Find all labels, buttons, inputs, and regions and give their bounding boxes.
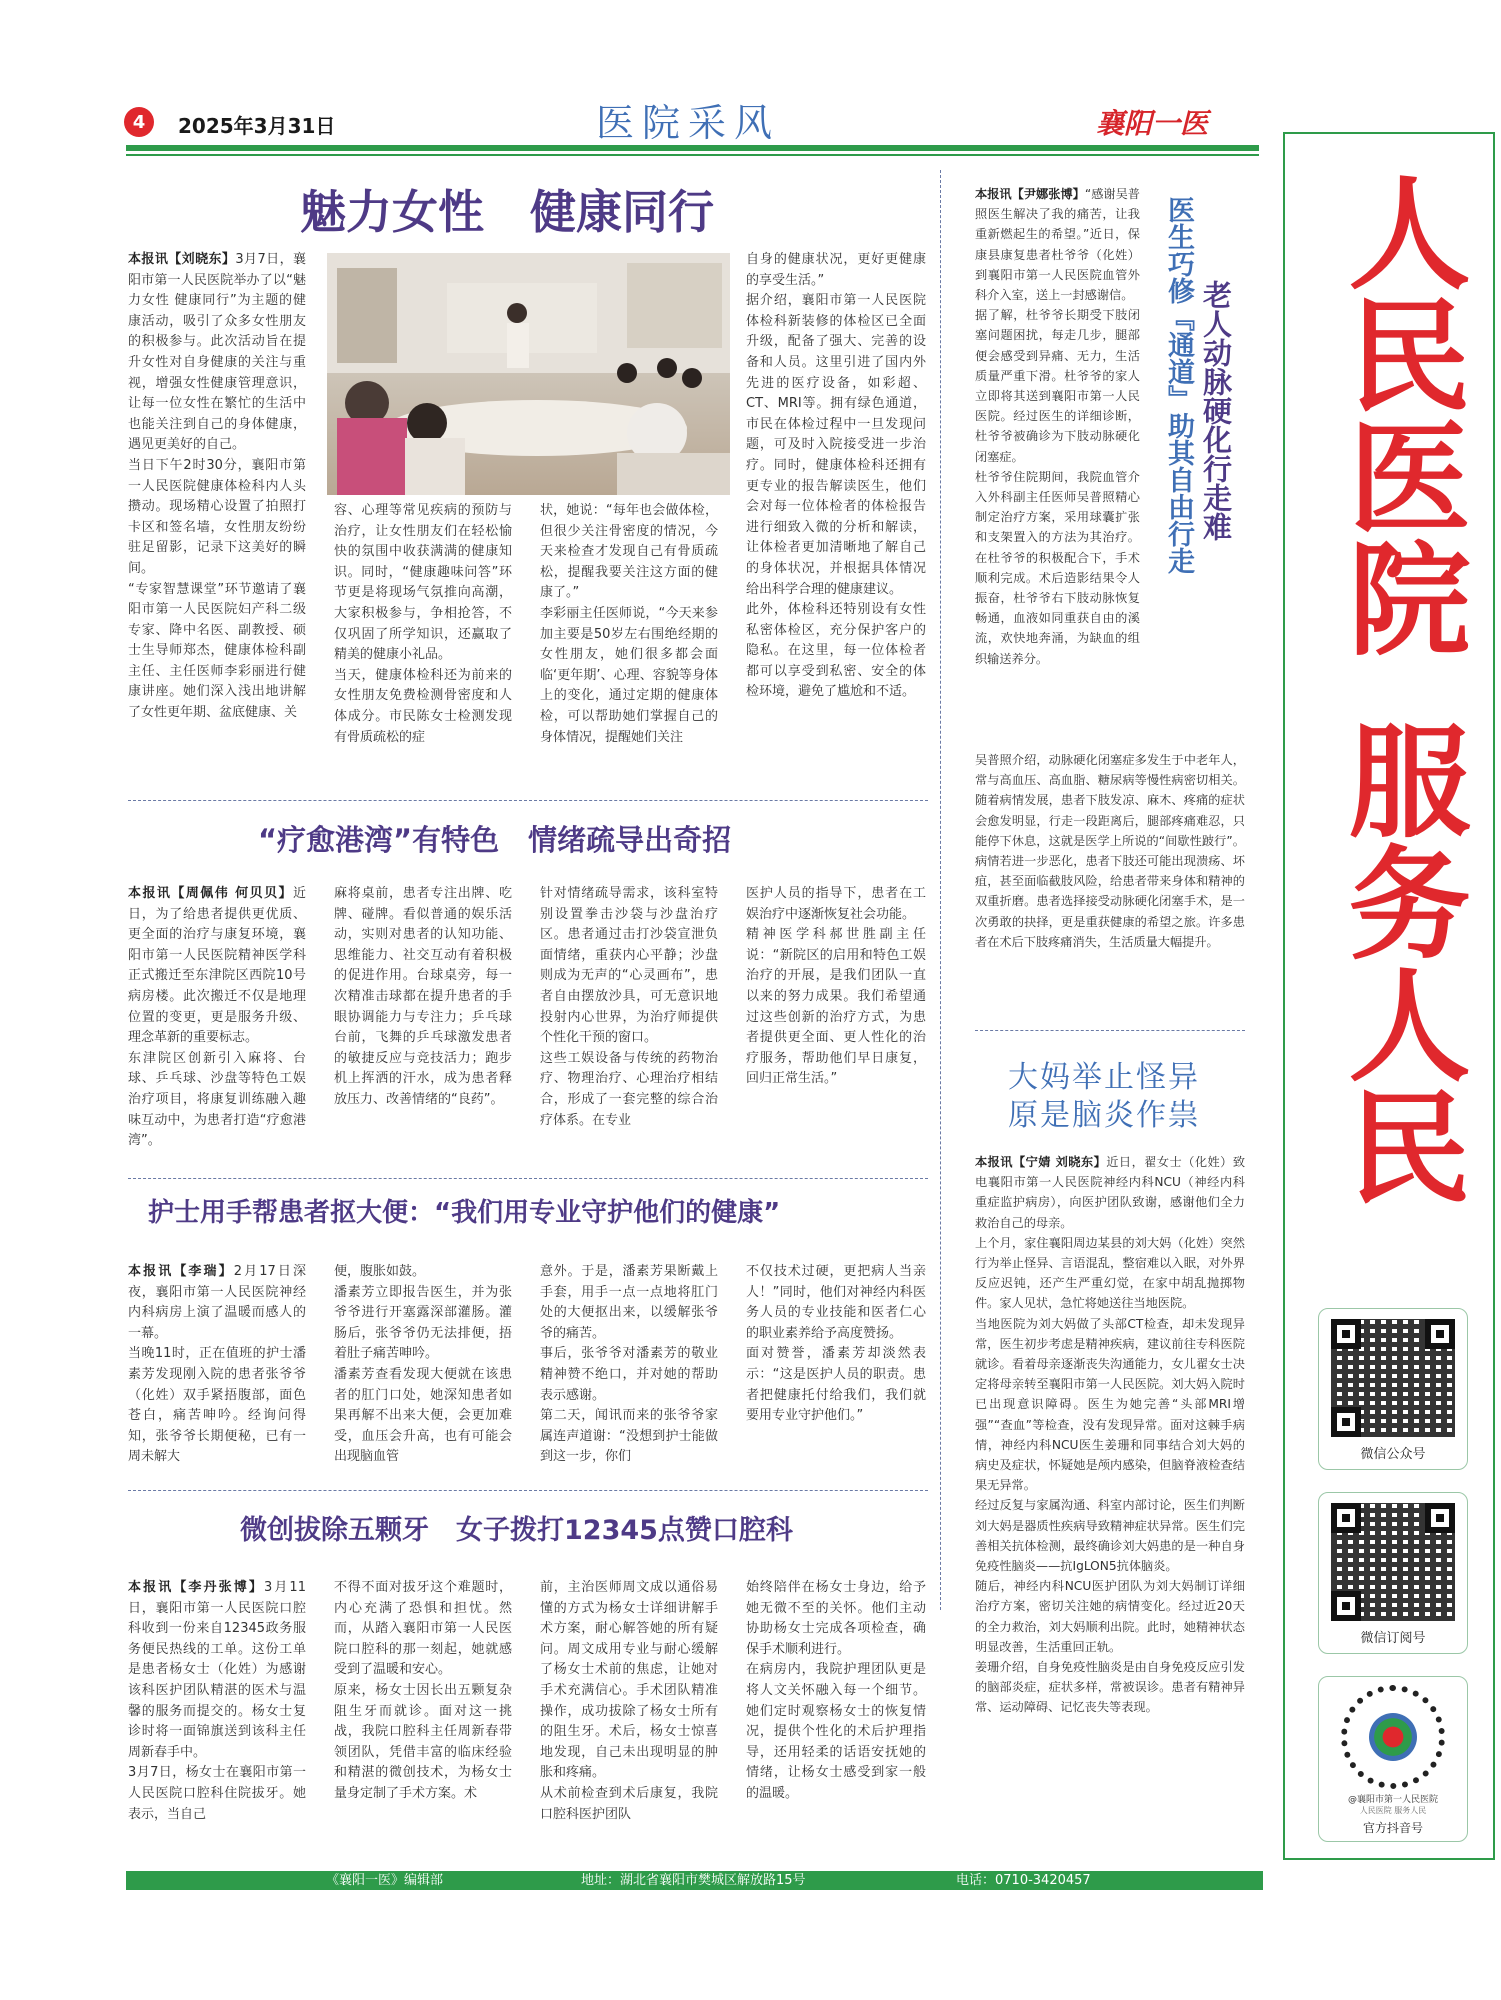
article3-headline: 护士用手帮患者抠大便：“我们用专业守护他们的健康” (148, 1198, 781, 1228)
hospital-logo-icon (1369, 1713, 1417, 1761)
article1-headline: 魅力女性 健康同行 (300, 185, 714, 239)
article2-byline: 本报讯【周佩伟 何贝贝】 (128, 886, 293, 901)
article1-text-1: 3月7日，襄阳市第一人民医院举办了以“魅力女性 健康同行”为主题的健康活动，吸引了众多女性朋友的积极参与。此次活动旨在提升女性对自身健康的关注与重视，增强女性健康管理意识，让每一位女性在繁忙的生活中也能关注到自己的身体健康，遇见更美好的自己。 当日下午2时30分，襄阳市第一人民医院健康体检科内人头攒动。现场精心设置了拍照打卡区和签名墙，女性朋友纷纷驻足留影，记录下这美好的瞬间。 “专家智慧课堂”环节邀请了襄阳市第一人民医院妇产科二级专家、降中名医、副教授、硕士生导师郑杰，健康体检科副主任、主任医师李彩丽进行健康讲座。她们深入浅出地讲解了女性更年期、盆底健康、关 (128, 252, 306, 721)
article4-col1 (128, 1578, 306, 1846)
article4-col4 (746, 1578, 926, 1846)
article1-photo (327, 253, 730, 495)
article2-text-2: 麻将桌前，患者专注出牌、吃牌、碰牌。看似普通的娱乐活动，实则对患者的认知功能、思维能力、社交互动有着积极的促进作用。台球桌旁，每一次精准击球都在提升患者的手眼协调能力与专注力；乒乓球台前，飞舞的乒乓球激发患者的敏捷反应与竞技活力；跑步机上挥洒的汗水，成为患者释放压力、改善情绪的“良药”。 (334, 886, 512, 1107)
article4-col2 (334, 1578, 512, 1846)
article4-byline: 本报讯【李丹张博】 (128, 1580, 264, 1595)
article2-headline: “疗愈港湾”有特色 情绪疏导出奇招 (258, 823, 732, 857)
qr-public-label: 微信公众号 (1360, 1447, 1426, 1462)
qr-eye (1331, 1407, 1361, 1437)
douyin-slogan: 人民医院 服务人民 (1359, 1806, 1427, 1815)
divider-2 (128, 1178, 928, 1179)
qr-eye (1425, 1319, 1455, 1349)
article4-text-4: 始终陪伴在杨女士身边，给予她无微不至的关怀。他们主动协助杨女士完成各项检查，确保手术顺利进行。 在病房内，我院护理团队更是将人文关怀融入每一个细节。她们定时观察杨女士的恢复情况，提供个性化的术后护理指导，还用轻柔的话语安抚她的情绪，让杨女士感受到家一般的温暖。 (746, 1580, 926, 1801)
footer-editor: 《襄阳一医》编辑部 (326, 1873, 444, 1888)
article6-body (975, 1152, 1245, 1852)
article1-col2 (334, 501, 512, 777)
section-title: 医院采风 (596, 101, 781, 145)
issue-date: 2025年3月31日 (178, 114, 336, 138)
qr-eye (1331, 1319, 1361, 1349)
article6-byline: 本报讯【宁婧 刘晓东】 (975, 1155, 1107, 1169)
article3-text-3: 意外。于是，潘素芳果断戴上手套，用手一点一点地将肛门处的大便抠出来，以缓解张爷爷的痛苦。 事后，张爷爷对潘素芳的敬业精神赞不绝口，并对她的帮助表示感谢。 第二天，闻讯而来的张爷爷家属连声道谢：“没想到护士能做到这一步，你们 (540, 1264, 718, 1465)
page-number: 4 (132, 111, 146, 133)
article3-text-4: 不仅技术过硬，更把病人当亲人！”同时，他们对神经内科医务人员的专业技能和医者仁心的职业素养给予高度赞扬。 面对赞誉，潘素芳却淡然表示：“这是医护人员的职责。患者把健康托付给我们，我们就要用专业守护他们。” (746, 1264, 926, 1424)
qr-eye (1425, 1503, 1455, 1533)
article3-col3 (540, 1262, 718, 1470)
article5-body-top (975, 184, 1140, 749)
article2-col2 (334, 884, 512, 1169)
article3-col1 (128, 1262, 306, 1470)
footer-phone: 电话：0710-3420457 (956, 1873, 1091, 1888)
article3-col4 (746, 1262, 926, 1470)
article5-text-continued: 吴普照介绍，动脉硬化闭塞症多发生于中老年人，常与高血压、高血脂、糖尿病等慢性病密切相关。随着病情发展，患者下肢发凉、麻木、疼痛的症状会愈发明显，行走一段距离后，腿部疼痛难忍，只能停下休息，这就是医学上所说的“间歇性跛行”。病情若进一步恶化，患者下肢还可能出现溃疡、坏疽，甚至面临截肢风险，给患者带来身体和精神的双重折磨。患者选择接受动脉硬化闭塞手术，是一次勇敢的抉择，更是重获健康的希望之旅。许多患者在术后下肢疼痛消失，生活质量大幅提升。 (975, 753, 1245, 949)
article5-headline-line2: 医生巧修『通道』助其自由行走 (1163, 196, 1194, 574)
qr-eye (1331, 1591, 1361, 1621)
qr-subscribe-label: 微信订阅号 (1360, 1631, 1426, 1646)
article3-col2 (334, 1262, 512, 1470)
article2-col3 (540, 884, 718, 1169)
footer-bar (126, 1871, 1263, 1890)
article4-col3 (540, 1578, 718, 1846)
article1-text-3: 状，她说：“每年也会做体检，但很少关注骨密度的情况，今天来检查才发现自己有骨质疏松，提醒我要关注这方面的健康了。” 李彩丽主任医师说，“今天来参加主要是50岁左右围绝经期的女性朋友，她们很多都会面临‘更年期’、心理、容貌等身体上的变化，通过定期的健康体检，可以帮助她们掌握自己的身体情况，提醒她们关注 (540, 503, 718, 745)
masthead-rule-thick (126, 145, 1259, 151)
paper-name: 襄阳一医 (1096, 107, 1209, 140)
divider-3 (128, 1490, 928, 1491)
footer-address: 地址：湖北省襄阳市樊城区解放路15号 (581, 1873, 806, 1888)
article2-col1 (128, 884, 306, 1169)
article6-headline-2: 原是脑炎作祟 (1008, 1098, 1200, 1133)
masthead-rule-thin (126, 154, 1259, 156)
article1-col3 (540, 501, 718, 777)
divider-1 (128, 800, 928, 801)
article3-byline: 本报讯【李瑞】 (128, 1264, 234, 1279)
article6-headline-1: 大妈举止怪异 (1008, 1060, 1200, 1095)
meeting-room-image (327, 253, 730, 495)
article5-body-bottom (975, 750, 1245, 1020)
article1-text-2: 容、心理等常见疾病的预防与治疗，让女性朋友们在轻松愉快的氛围中收获满满的健康知识。同时，“健康趣味问答”环节更是将现场气氛推向高潮，大家积极参与，争相抢答，不仅巩固了所学知识，还赢取了精美的健康小礼品。 当天，健康体检科还为前来的女性朋友免费检测骨密度和人体成分。市民陈女士检测发现有骨质疏松的症 (334, 503, 512, 745)
qr-eye (1331, 1503, 1361, 1533)
article2-col4 (746, 884, 926, 1169)
page-number-badge (124, 107, 154, 137)
column-divider (940, 170, 941, 1610)
douyin-code-icon (1341, 1685, 1445, 1789)
article4-headline: 微创拔除五颗牙 女子拨打12345点赞口腔科 (240, 1515, 793, 1546)
douyin-label: 官方抖音号 (1362, 1821, 1423, 1835)
article5-headline-line1: 老人动脉硬化行走难 (1199, 280, 1233, 541)
article3-text-2: 便，腹胀如鼓。 潘素芳立即报告医生，并为张爷爷进行开塞露深部灌肠。灌肠后，张爷爷仍无法排便，捂着肚子痛苦呻吟。 潘素芳查看发现大便就在该患者的肛门口处，她深知患者如果再解不出来大便，会更加难受，血压会升高，也有可能会出现脑血管 (334, 1264, 512, 1465)
article2-text-3: 针对情绪疏导需求，该科室特别设置拳击沙袋与沙盘治疗区。患者通过击打沙袋宣泄负面情绪，重获内心平静；沙盘则成为无声的“心灵画布”，患者自由摆放沙具，可无意识地投射内心世界，为治疗师提供个性化干预的窗口。 这些工娱设备与传统的药物治疗、物理治疗、心理治疗相结合，形成了一套完整的综合治疗体系。在专业 (540, 886, 718, 1128)
qr-card-public[interactable] (1318, 1308, 1468, 1470)
douyin-org: @襄阳市第一人民医院 (1347, 1795, 1438, 1805)
article4-text-2: 不得不面对拔牙这个难题时，内心充满了恐惧和担忧。然而，从踏入襄阳市第一人民医院口腔科的那一刻起，她就感受到了温暖和安心。 原来，杨女士因长出五颗复杂阻生牙而就诊。面对这一挑战，我院口腔科主任周新春带领团队，凭借丰富的临床经验和精湛的微创技术，为杨女士量身定制了手术方案。术 (334, 1580, 512, 1801)
article5-byline: 本报讯【尹娜张博】 (975, 187, 1085, 201)
qr-card-subscribe[interactable] (1318, 1492, 1468, 1654)
article1-text-4: 自身的健康状况，更好更健康的享受生活。” 据介绍，襄阳市第一人民医院体检科新装修的体检区已全面升级，配备了强大、完善的设备和人员。这里引进了国内外先进的医疗设备，如彩超、CT、MRI等。拥有绿色通道，市民在体检过程中一旦发现问题，可及时入院接受进一步治疗。同时，健康体检科还拥有更专业的报告解读医生，他们会对每一位体检者的体检报告进行细致入微的分析和解读，让体检者更加清晰地了解自己的身体状况，并根据具体情况给出科学合理的健康建议。 此外，体检科还特别设有女性私密体检区，充分保护客户的隐私。在这里，每一位体检者都可以享受到私密、安全的体检环境，避免了尴尬和不适。 (746, 252, 926, 700)
article4-text-1: 3月11日，襄阳市第一人民医院口腔科收到一份来自12345政务服务便民热线的工单。这份工单是患者杨女士（化姓）为感谢该科医护团队精湛的医术与温馨的服务而提交的。杨女士复诊时将一面锦旗送到该科主任周新春手中。 3月7日，杨女士在襄阳市第一人民医院口腔科住院拔牙。她表示，当自己 (128, 1580, 306, 1822)
article1-col4 (746, 250, 926, 777)
douyin-card[interactable] (1318, 1676, 1468, 1842)
article6-text: 近日，翟女士（化姓）致电襄阳市第一人民医院神经内科NCU（神经内科重症监护病房），向医护团队致谢，感谢他们全力救治自己的母亲。 上个月，家住襄阳周边某县的刘大妈（化姓）突然行为举止怪异、言语混乱，整宿难以入眠，对外界反应迟钝，还产生严重幻觉，在家中胡乱抛掷物件。家人见状，急忙将她送往当地医院。 当地医院为刘大妈做了头部CT检查，却未发现异常，医生初步考虑是精神疾病，建议前往专科医院就诊。看着母亲逐渐丧失沟通能力，女儿翟女士决定将母亲转至襄阳市第一人民医院。刘大妈入院时已出现意识障碍。医生为她完善“头部MRI增强”“查血”等检查，没有发现异常。面对这棘手病情，神经内科NCU医生姜珊和同事结合刘大妈的病史及症状，怀疑她是颅内感染，但脑脊液检查结果无异常。 经过反复与家属沟通、科室内部讨论，医生们判断刘大妈是器质性疾病导致精神症状异常。医生们完善相关抗体检测，最终确诊刘大妈患的是一种自身免疫性脑炎——抗IgLON5抗体脑炎。 随后，神经内科NCU医护团队为刘大妈制订详细治疗方案，密切关注她的病情变化。经过近20天的全力救治，刘大妈顺利出院。此时，她精神状态明显改善，生活重回正轨。 姜珊介绍，自身免疫性脑炎是由自身免疫反应引发的脑部炎症，症状多样，常被误诊。患者有精神异常、运动障碍、记忆丧失等表现。 (975, 1155, 1245, 1715)
banner-slogan-1: 人民医院 (1328, 170, 1470, 658)
divider-right (975, 1030, 1245, 1031)
article5-text: “感谢吴普照医生解决了我的痛苦，让我重新燃起生的希望。”近日，保康县康复患者杜爷爷（化姓）到襄阳市第一人民医院血管外科介入室，送上一封感谢信。 据了解，杜爷爷长期受下肢闭塞问题困扰，每走几步，腿部便会感受到异痛、无力，生活质量严重下滑。杜爷爷的家人立即将其送到襄阳市第一人民医院。经过医生的详细诊断，杜爷爷被确诊为下肢动脉硬化闭塞症。 杜爷爷住院期间，我院血管介入外科副主任医师吴普照精心制定治疗方案，采用球囊扩张和支架置入的方法为其治疗。在杜爷爷的积极配合下，手术顺利完成。术后造影结果令人振奋，杜爷爷右下肢动脉恢复畅通，血液如同重获自由的溪流，欢快地奔涌，为缺血的组织输送养分。 (975, 187, 1140, 666)
article3-text-1: 2月17日深夜，襄阳市第一人民医院神经内科病房上演了温暖而感人的一幕。 当晚11时，正在值班的护士潘素芳发现刚入院的患者张爷爷（化姓）双手紧捂腹部，面色苍白，痛苦呻吟。经询问得知，张爷爷长期便秘，已有一周未解大 (128, 1264, 306, 1465)
article4-text-3: 前，主治医师周文成以通俗易懂的方式为杨女士详细讲解手术方案，耐心解答她的所有疑问。周文成用专业与耐心缓解了杨女士术前的焦虑，让她对手术充满信心。手术团队精准操作，成功拔除了杨女士所有的阻生牙。术后，杨女士惊喜地发现，自己未出现明显的肿胀和疼痛。 从术前检查到术后康复，我院口腔科医护团队 (540, 1580, 718, 1822)
article2-text-4: 医护人员的指导下，患者在工娱治疗中逐渐恢复社会功能。 精神医学科郝世胜副主任说：“新院区的启用和特色工娱治疗的开展，是我们团队一直以来的努力成果。我们希望通过这些创新的治疗方式，为患者提供更全面、更人性化的治疗服务，帮助他们早日康复，回归正常生活。” (746, 886, 926, 1087)
article1-col1 (128, 250, 306, 777)
banner-slogan-2: 服务人民 (1328, 718, 1470, 1206)
article1-byline: 本报讯【刘晓东】 (128, 252, 236, 267)
article2-text-1: 近日，为了给患者提供更优质、更全面的治疗与康复环境，襄阳市第一人民医院精神医学科正式搬迁至东津院区西院10号病房楼。此次搬迁不仅是地理位置的变更，更是服务升级、理念革新的重要标志。 东津院区创新引入麻将、台球、乒乓球、沙盘等特色工娱治疗项目，将康复训练融入趣味互动中，为患者打造“疗愈港湾”。 (128, 886, 306, 1149)
